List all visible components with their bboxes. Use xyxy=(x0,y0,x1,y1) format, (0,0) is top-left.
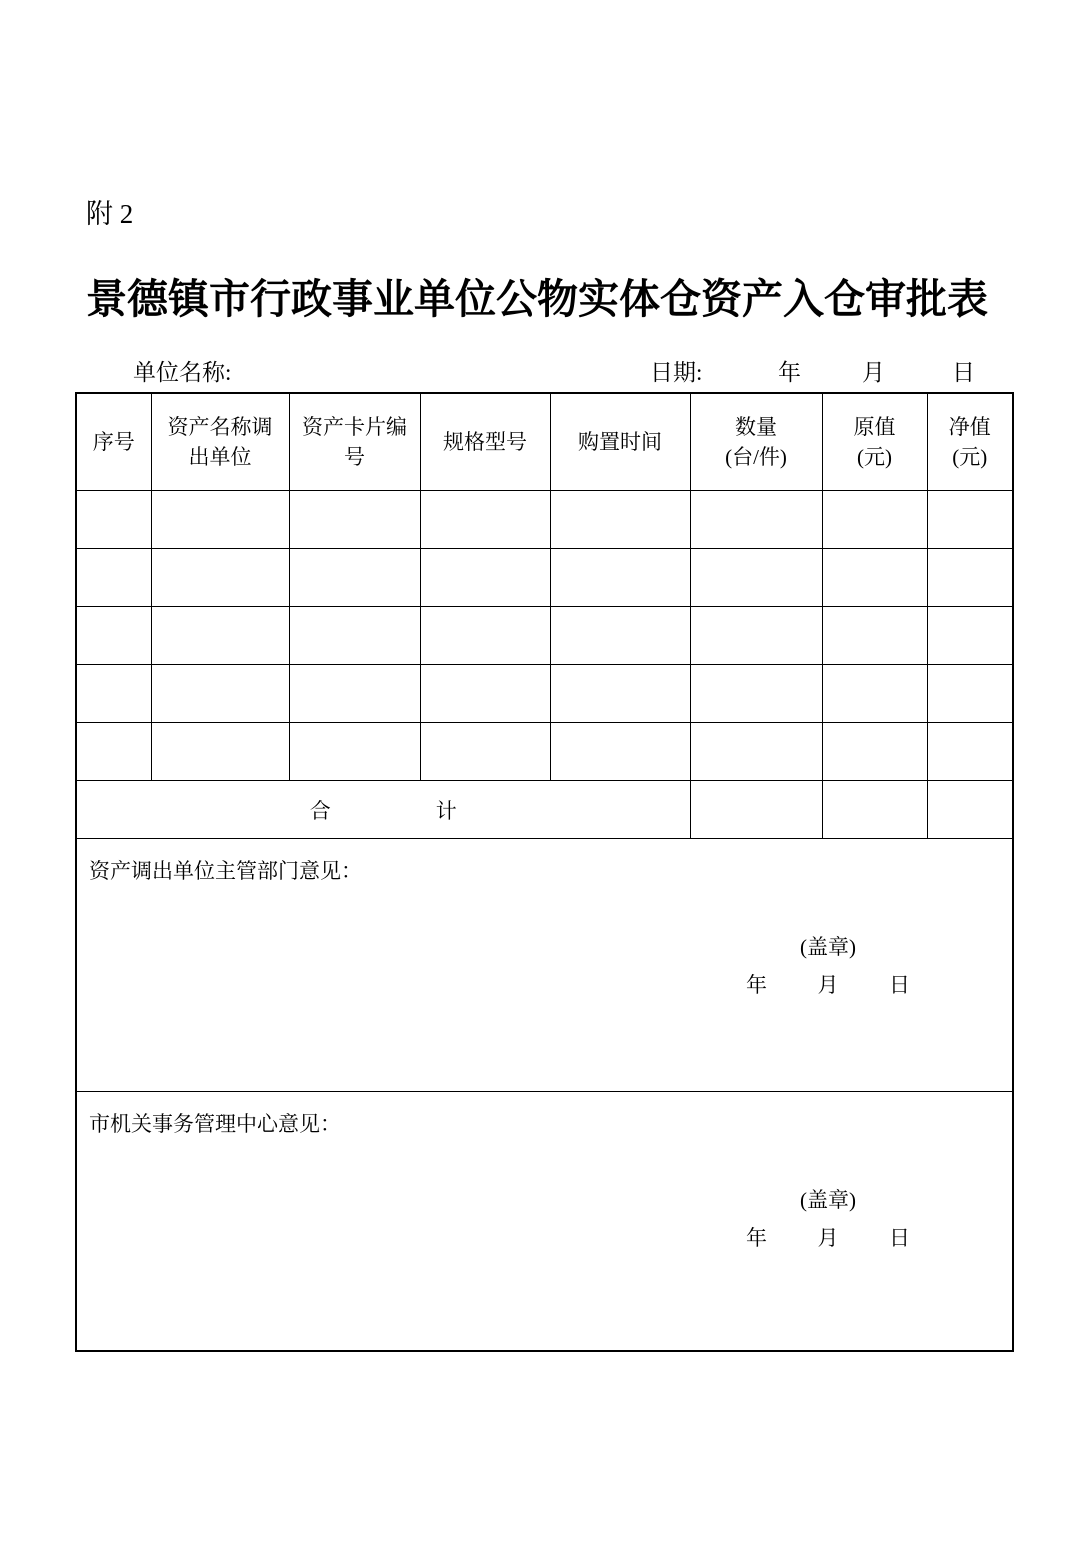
transfer-unit-opinion-cell xyxy=(76,839,1013,1092)
table-header-row xyxy=(76,393,1013,491)
stamp-day-label: 日 xyxy=(889,1226,910,1250)
stamp-day-label: 日 xyxy=(889,973,910,997)
table-cell xyxy=(690,723,822,781)
form-meta-line xyxy=(0,354,1074,388)
table-cell xyxy=(151,549,289,607)
column-header-asset-card-number: 资产卡片编 号 xyxy=(289,393,420,491)
table-cell xyxy=(822,723,927,781)
total-label-char1: 合 xyxy=(309,798,331,823)
table-cell xyxy=(927,491,1013,549)
date-month-label: 月 xyxy=(862,360,885,385)
table-cell xyxy=(76,549,151,607)
column-header-original-value: 原值 (元) xyxy=(822,393,927,491)
stamp-month-label: 月 xyxy=(817,1226,839,1250)
total-label-char2: 计 xyxy=(435,798,457,823)
asset-approval-table xyxy=(75,392,1014,1352)
table-cell xyxy=(420,549,550,607)
attachment-label: 附 2 xyxy=(86,199,134,229)
table-cell xyxy=(927,665,1013,723)
table-cell xyxy=(690,665,822,723)
table-cell xyxy=(822,549,927,607)
table-cell xyxy=(690,549,822,607)
total-original-value-cell xyxy=(822,781,927,839)
table-cell xyxy=(420,665,550,723)
date-year-label: 年 xyxy=(778,360,801,385)
table-cell xyxy=(927,549,1013,607)
table-cell xyxy=(550,491,690,549)
table-row xyxy=(76,491,1013,549)
column-header-net-value: 净值 (元) xyxy=(927,393,1013,491)
stamp-block xyxy=(742,1184,914,1252)
transfer-unit-opinion-section xyxy=(76,839,1013,1092)
table-cell xyxy=(76,723,151,781)
table-cell xyxy=(822,491,927,549)
table-cell xyxy=(420,491,550,549)
management-center-opinion-label: 市机关事务管理中心意见： xyxy=(89,1112,341,1136)
total-quantity-cell xyxy=(690,781,822,839)
table-cell xyxy=(151,723,289,781)
stamp-date-line xyxy=(742,969,914,999)
table-cell xyxy=(76,491,151,549)
table-cell xyxy=(289,665,420,723)
table-cell xyxy=(550,549,690,607)
management-center-opinion-section xyxy=(76,1092,1013,1352)
table-cell xyxy=(289,723,420,781)
unit-name-label: 单位名称: xyxy=(133,360,232,385)
table-cell xyxy=(420,723,550,781)
table-cell xyxy=(76,607,151,665)
table-cell xyxy=(151,607,289,665)
table-cell xyxy=(690,491,822,549)
table-cell xyxy=(690,607,822,665)
stamp-month-label: 月 xyxy=(817,973,839,997)
table-cell xyxy=(289,607,420,665)
column-header-specification-model: 规格型号 xyxy=(420,393,550,491)
table-cell xyxy=(289,491,420,549)
table-cell xyxy=(289,549,420,607)
total-row-label-cell xyxy=(76,781,690,839)
stamp-label: (盖章) xyxy=(800,1188,856,1212)
table-row xyxy=(76,549,1013,607)
stamp-year-label: 年 xyxy=(746,1226,767,1250)
column-header-purchase-time: 购置时间 xyxy=(550,393,690,491)
table-cell xyxy=(927,723,1013,781)
table-cell xyxy=(151,665,289,723)
table-cell xyxy=(550,723,690,781)
stamp-year-label: 年 xyxy=(746,973,767,997)
table-cell xyxy=(420,607,550,665)
table-row xyxy=(76,665,1013,723)
table-row xyxy=(76,723,1013,781)
table-cell xyxy=(550,607,690,665)
date-label: 日期: xyxy=(650,360,703,385)
stamp-date-line xyxy=(742,1222,914,1252)
total-net-value-cell xyxy=(927,781,1013,839)
column-header-asset-name-transfer-unit: 资产名称调 出单位 xyxy=(151,393,289,491)
table-cell xyxy=(76,665,151,723)
stamp-label: (盖章) xyxy=(800,935,856,959)
management-center-opinion-cell xyxy=(76,1092,1013,1352)
column-header-serial-number: 序号 xyxy=(76,393,151,491)
table-cell xyxy=(151,491,289,549)
table-cell xyxy=(822,607,927,665)
page-title: 景德镇市行政事业单位公物实体仓资产入仓审批表 xyxy=(86,276,988,322)
table-cell xyxy=(927,607,1013,665)
transfer-unit-opinion-label: 资产调出单位主管部门意见： xyxy=(89,859,362,883)
column-header-quantity: 数量 (台/件) xyxy=(690,393,822,491)
table-row xyxy=(76,607,1013,665)
stamp-block xyxy=(742,931,914,999)
table-cell xyxy=(550,665,690,723)
total-row xyxy=(76,781,1013,839)
table-cell xyxy=(822,665,927,723)
date-day-label: 日 xyxy=(952,360,975,385)
